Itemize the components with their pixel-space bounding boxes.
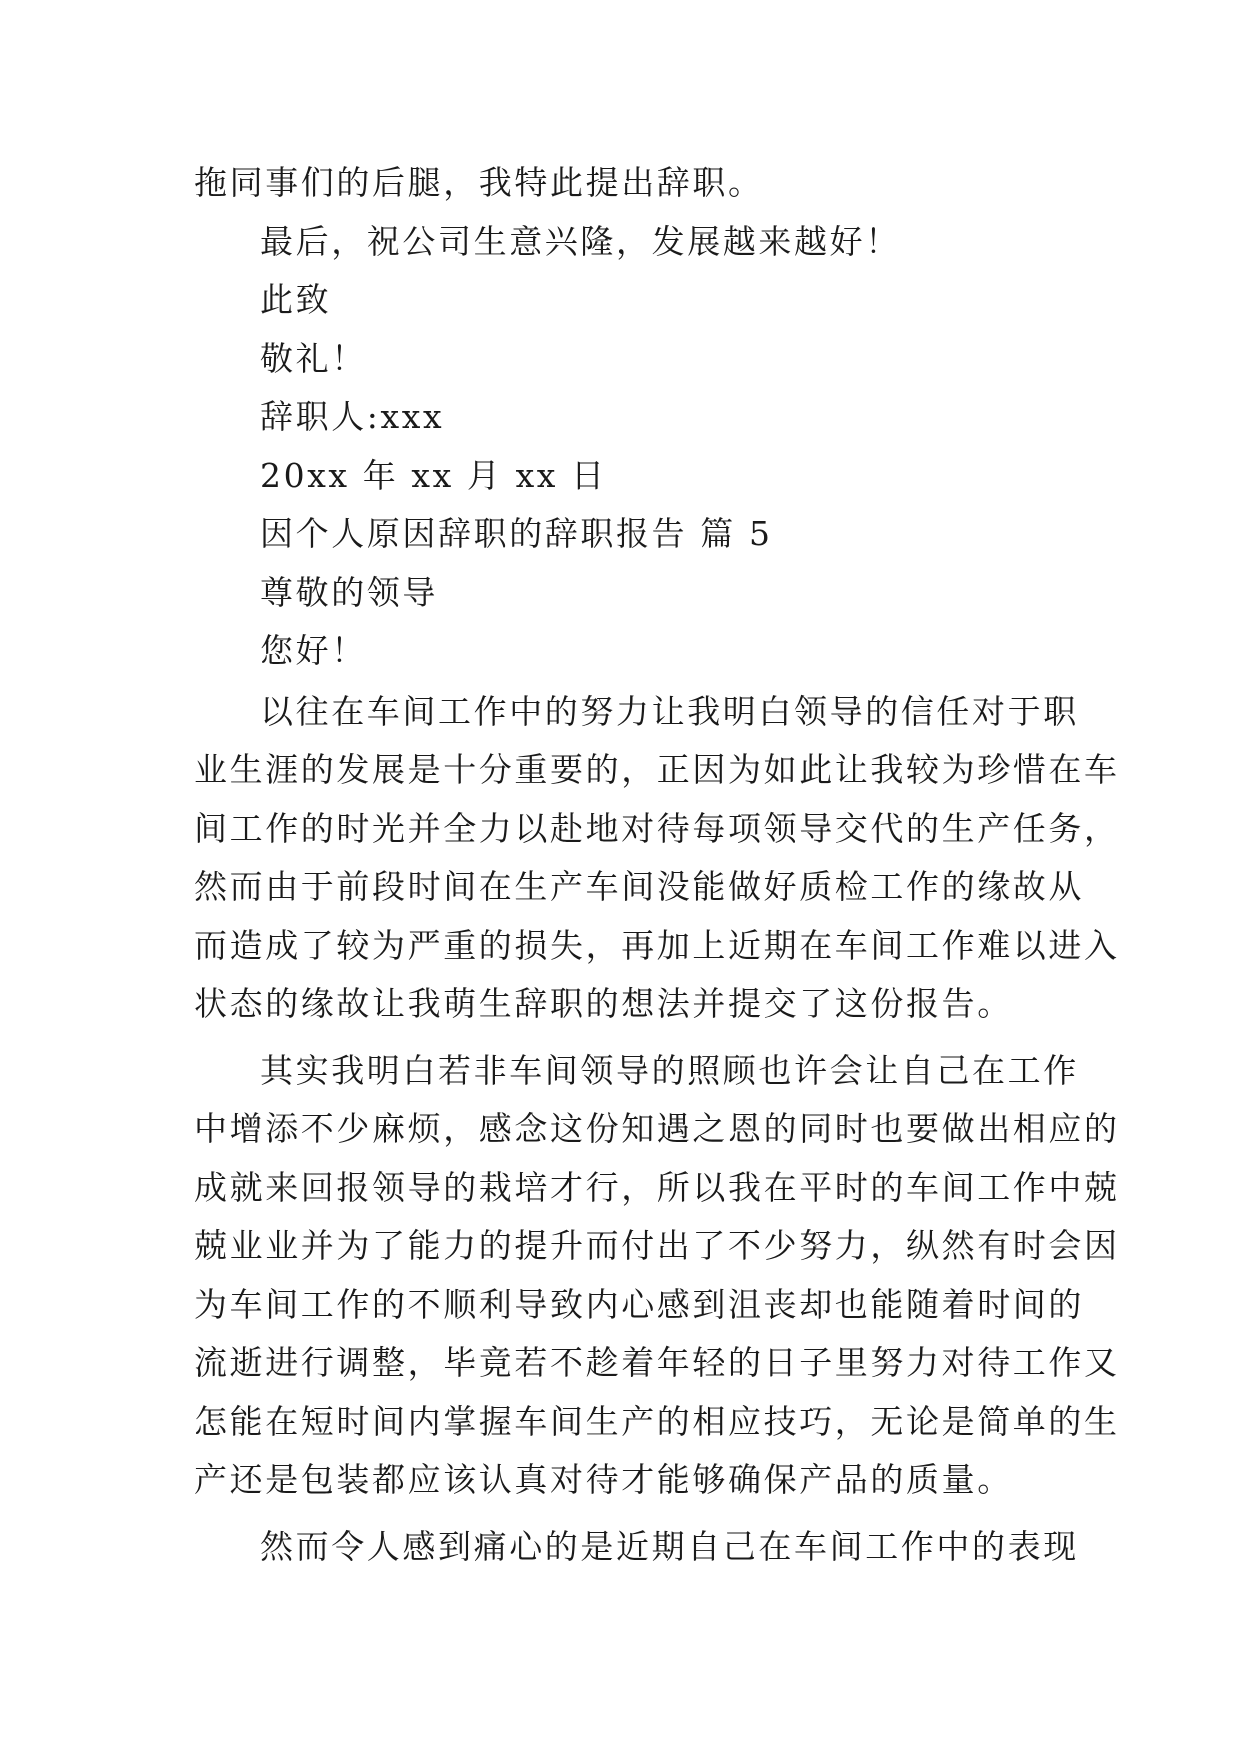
greeting-line: 您好！ xyxy=(260,631,367,670)
paragraph-line: 其实我明白若非车间领导的照顾也许会让自己在工作 xyxy=(260,1050,1079,1090)
carry-over-line: 拖同事们的后腿，我特此提出辞职。 xyxy=(194,163,764,202)
paragraph-line: 而造成了较为严重的损失，再加上近期在车间工作难以进入 xyxy=(194,925,1120,965)
date-line: 20xx 年 xx 月 xx 日 xyxy=(260,455,607,495)
salutation-line-2: 敬礼！ xyxy=(260,338,367,378)
paragraph-3 xyxy=(194,1518,1079,1577)
paragraph-line: 业生涯的发展是十分重要的，正因为如此让我较为珍惜在车 xyxy=(194,750,1120,789)
addressee-line: 尊敬的领导 xyxy=(260,572,438,612)
paragraph-line: 怎能在短时间内掌握车间生产的相应技巧，无论是简单的生 xyxy=(194,1401,1120,1441)
closing-wish: 最后，祝公司生意兴隆，发展越来越好！ xyxy=(260,221,901,261)
paragraph-1 xyxy=(194,683,1120,1034)
paragraph-line: 中增添不少麻烦，感念这份知遇之恩的同时也要做出相应的 xyxy=(194,1109,1120,1148)
paragraph-line: 然而令人感到痛心的是近期自己在车间工作中的表现 xyxy=(260,1526,1079,1566)
paragraph-line: 为车间工作的不顺利导致内心感到沮丧却也能随着时间的 xyxy=(194,1284,1084,1324)
paragraph-line: 流逝进行调整，毕竟若不趁着年轻的日子里努力对待工作又 xyxy=(194,1343,1120,1382)
salutation-line-1: 此致 xyxy=(260,280,332,319)
paragraph-line: 成就来回报领导的栽培才行，所以我在平时的车间工作中兢 xyxy=(194,1167,1120,1207)
paragraph-line: 状态的缘故让我萌生辞职的想法并提交了这份报告。 xyxy=(194,984,1013,1023)
paragraph-2 xyxy=(194,1042,1120,1510)
document-body xyxy=(194,154,1120,1584)
paragraph-line: 以往在车间工作中的努力让我明白领导的信任对于职 xyxy=(260,691,1079,731)
section-heading: 因个人原因辞职的辞职报告 篇 5 xyxy=(260,514,773,553)
paragraph-line: 然而由于前段时间在生产车间没能做好质检工作的缘故从 xyxy=(194,867,1084,906)
paragraph-line: 产还是包装都应该认真对待才能够确保产品的质量。 xyxy=(194,1460,1013,1499)
signer-line: 辞职人:xxx xyxy=(260,397,445,436)
paragraph-line: 间工作的时光并全力以赴地对待每项领导交代的生产任务， xyxy=(194,808,1120,848)
paragraph-line: 兢业业并为了能力的提升而付出了不少努力，纵然有时会因 xyxy=(194,1226,1120,1265)
